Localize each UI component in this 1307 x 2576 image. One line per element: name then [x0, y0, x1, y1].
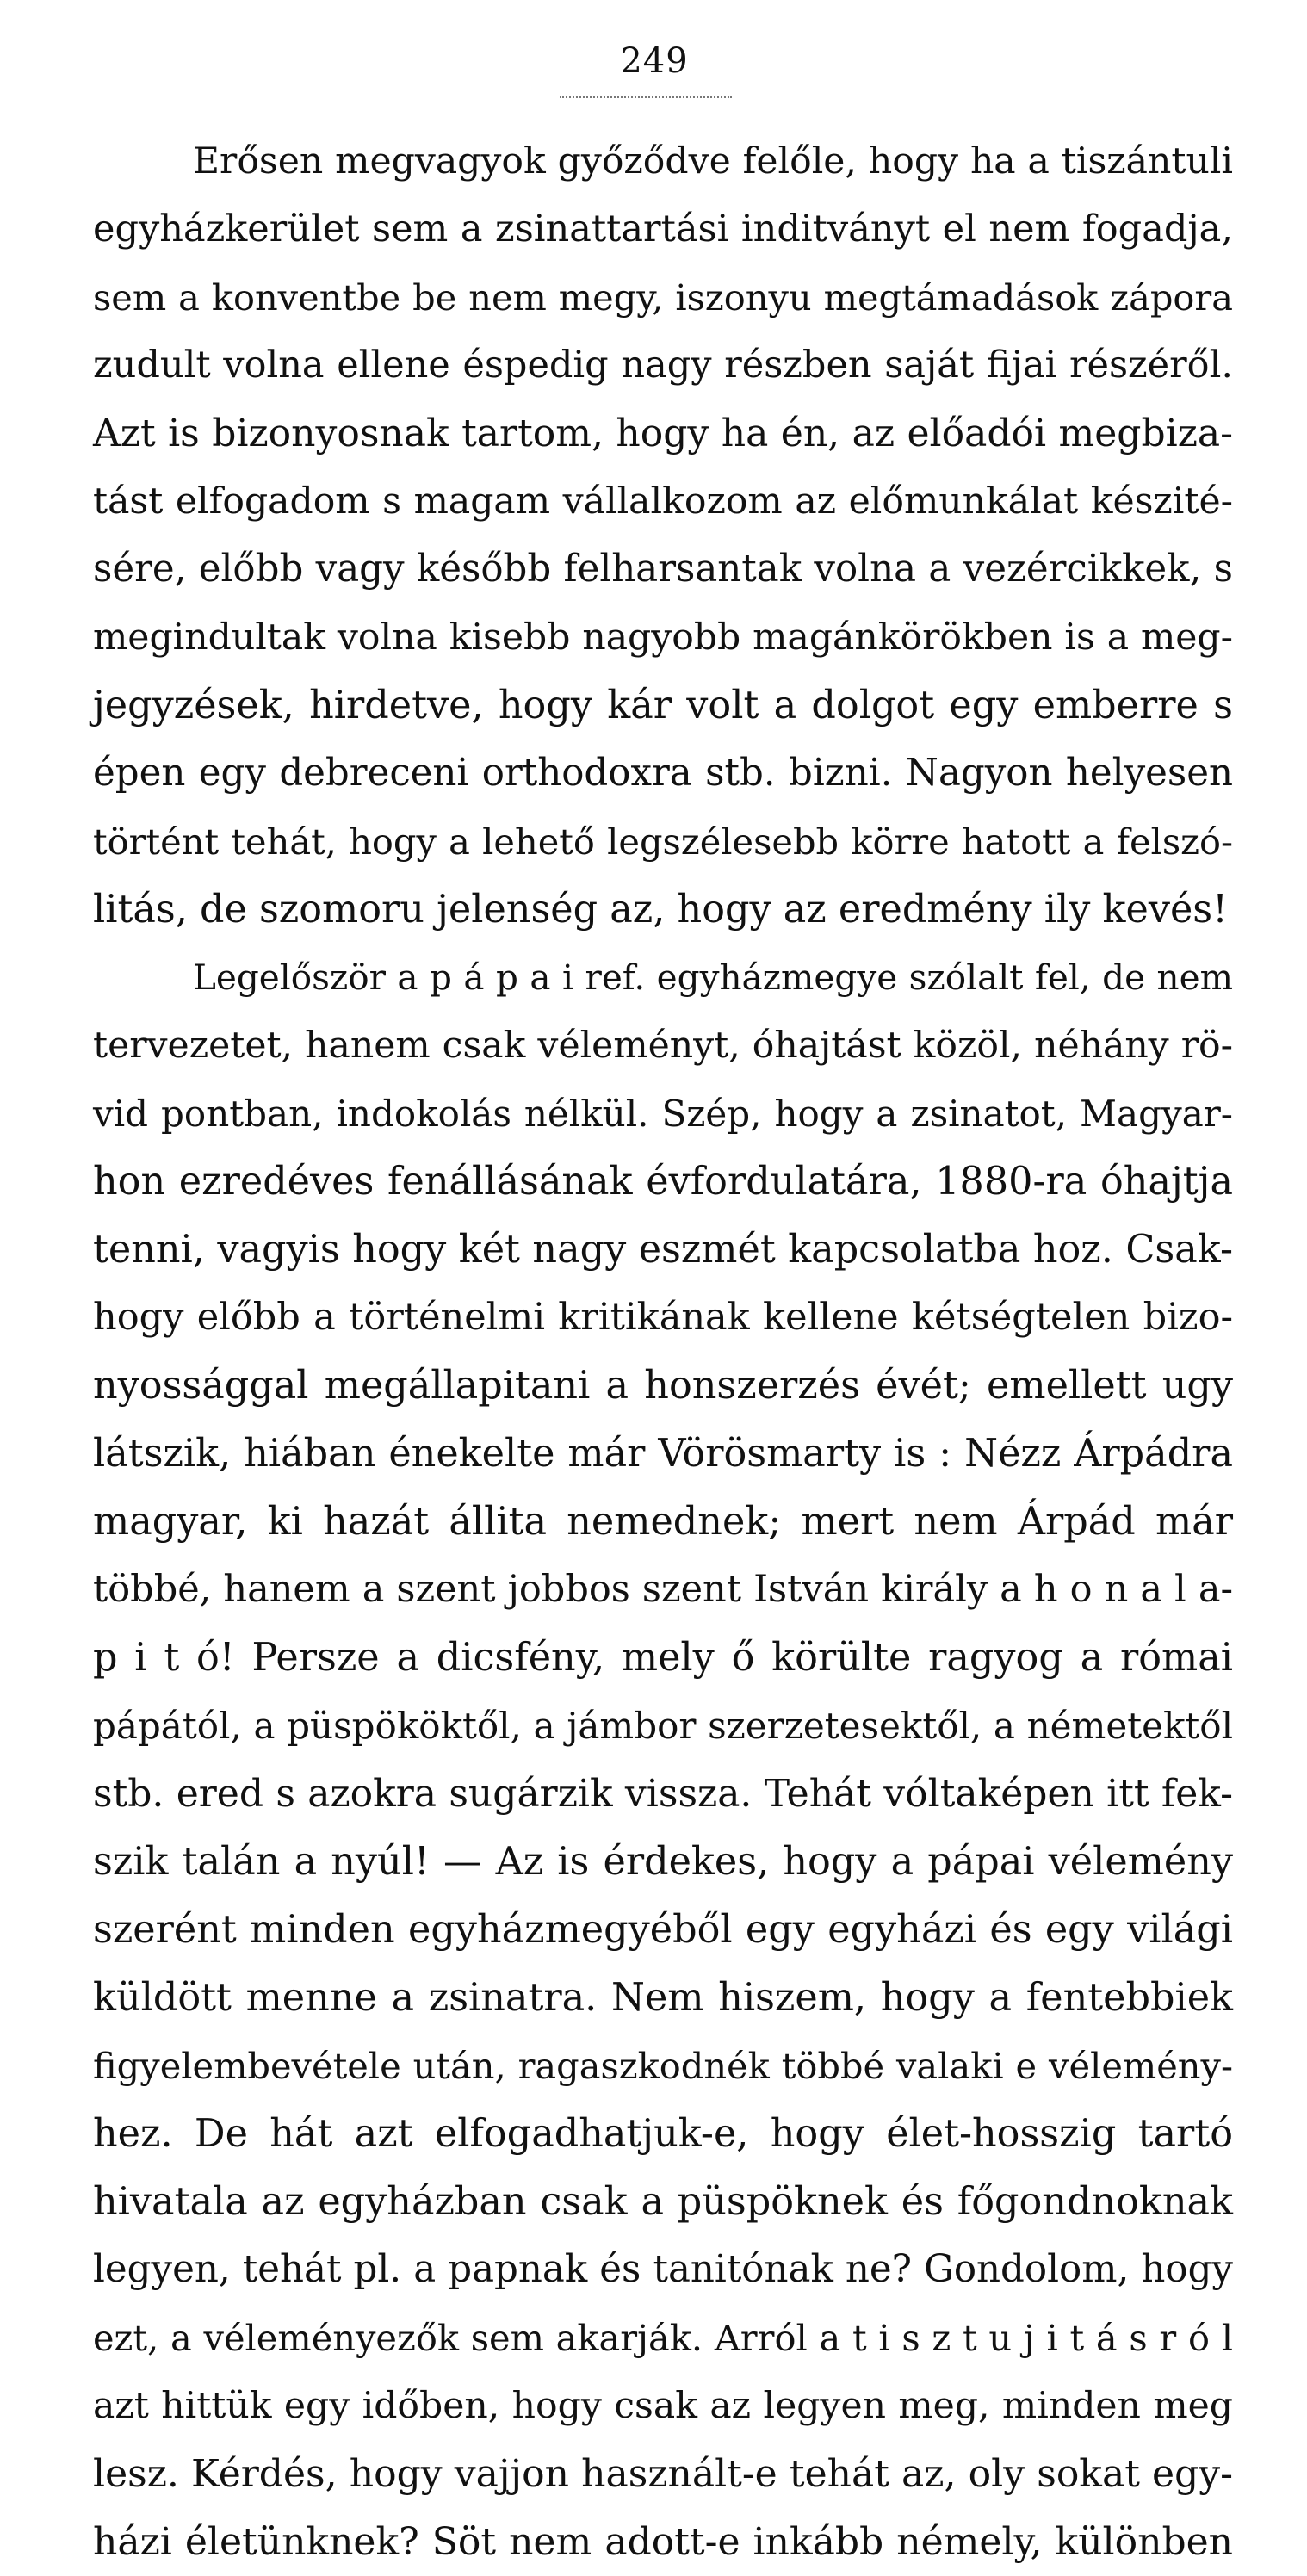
text-line: küldött menne a zsinatra. Nem hiszem, hogy a fentebbiek — [93, 1976, 1233, 2020]
text-line: megindultak volna kisebb nagyobb magánkörökben is a meg- — [93, 616, 1233, 659]
text-line: tást elfogadom s magam vállalkozom az előmunkálat készité- — [93, 480, 1233, 523]
text-line: hez. De hát azt elfogadhatjuk-e, hogy élet-hosszig tartó — [93, 2112, 1233, 2156]
text-line: hogy előbb a történelmi kritikának kellene kétségtelen bizo- — [93, 1296, 1233, 1339]
text-line: hivatala az egyházban csak a püspöknek és főgondnoknak — [93, 2180, 1233, 2224]
text-line: zudult volna ellene éspedig nagy részben saját fijai részéről. — [93, 344, 1233, 387]
text-line: lesz. Kérdés, hogy vajjon használt-e tehát az, oly sokat egy- — [93, 2452, 1233, 2496]
text-line: egyházkerület sem a zsinattartási inditványt el nem fogadja, — [93, 207, 1233, 251]
text-line: tervezetet, hanem csak véleményt, óhajtást közöl, néhány rö- — [93, 1025, 1233, 1067]
body-text — [93, 127, 1233, 2576]
text-line: jegyzések, hirdetve, hogy kár volt a dolgot egy emberre s — [93, 684, 1233, 728]
text-line: p i t ó! Persze a dicsfény, mely ő körülte ragyog a római — [93, 1636, 1233, 1680]
page-number-rule — [560, 96, 732, 98]
text-line: tenni, vagyis hogy két nagy eszmét kapcsolatba hoz. Csak- — [93, 1228, 1233, 1272]
text-line: figyelembevétele után, ragaszkodnék többé valaki e vélemény- — [93, 2045, 1233, 2087]
text-line: ezt, a véleményezők sem akarják. Arról a t i s z t u j i t á s r ó l — [93, 2317, 1233, 2359]
text-line: szik talán a nyúl! — Az is érdekes, hogy a pápai vélemény — [93, 1840, 1233, 1884]
text-line: szerént minden egyházmegyéből egy egyházi és egy világi — [93, 1908, 1233, 1952]
page-number: 249 — [620, 41, 689, 81]
text-line: épen egy debreceni orthodoxra stb. bizni. Nagyon helyesen — [93, 752, 1233, 795]
text-line: azt hittük egy időben, hogy csak az legyen meg, minden meg — [93, 2385, 1233, 2427]
text-line: Legelőször a p á p a i ref. egyházmegye szólalt fel, de nem — [193, 957, 1233, 998]
text-line: legyen, tehát pl. a papnak és tanitónak ne? Gondolom, hogy — [93, 2248, 1233, 2291]
text-line: vid pontban, indokolás nélkül. Szép, hogy a zsinatot, Magyar- — [93, 1093, 1233, 1135]
text-line: többé, hanem a szent jobbos szent István király a h o n a l a- — [93, 1568, 1233, 1611]
text-line: sem a konventbe be nem megy, iszonyu megtámadások zápora — [93, 276, 1233, 319]
text-line: látszik, hiában énekelte már Vörösmarty is : Nézz Árpádra — [93, 1432, 1233, 1476]
text-line: pápától, a püspököktől, a jámbor szerzetesektől, a németektől — [93, 1705, 1233, 1747]
text-line: házi életünknek? Söt nem adott-e inkább némely, különben — [93, 2520, 1233, 2564]
text-line: Erősen megvagyok győződve felőle, hogy ha a tiszántuli — [193, 140, 1233, 183]
text-line: stb. ered s azokra sugárzik vissza. Tehát vóltaképen itt fek- — [93, 1772, 1233, 1816]
text-line: Azt is bizonyosnak tartom, hogy ha én, az előadói megbiza- — [93, 412, 1233, 455]
text-line: történt tehát, hogy a lehető legszélesebb körre hatott a felszó- — [93, 820, 1233, 863]
text-line: magyar, ki hazát állita nemednek; mert nem Árpád már — [93, 1500, 1233, 1544]
text-line: nyossággal megállapitani a honszerzés évét; emellett ugy — [93, 1364, 1233, 1408]
text-line: litás, de szomoru jelenség az, hogy az eredmény ily kevés! — [93, 888, 1229, 932]
text-line: sére, előbb vagy később felharsantak volna a vezércikkek, s — [93, 548, 1233, 591]
text-line: hon ezredéves fenállásának évfordulatára, 1880-ra óhajtja — [93, 1160, 1233, 1204]
